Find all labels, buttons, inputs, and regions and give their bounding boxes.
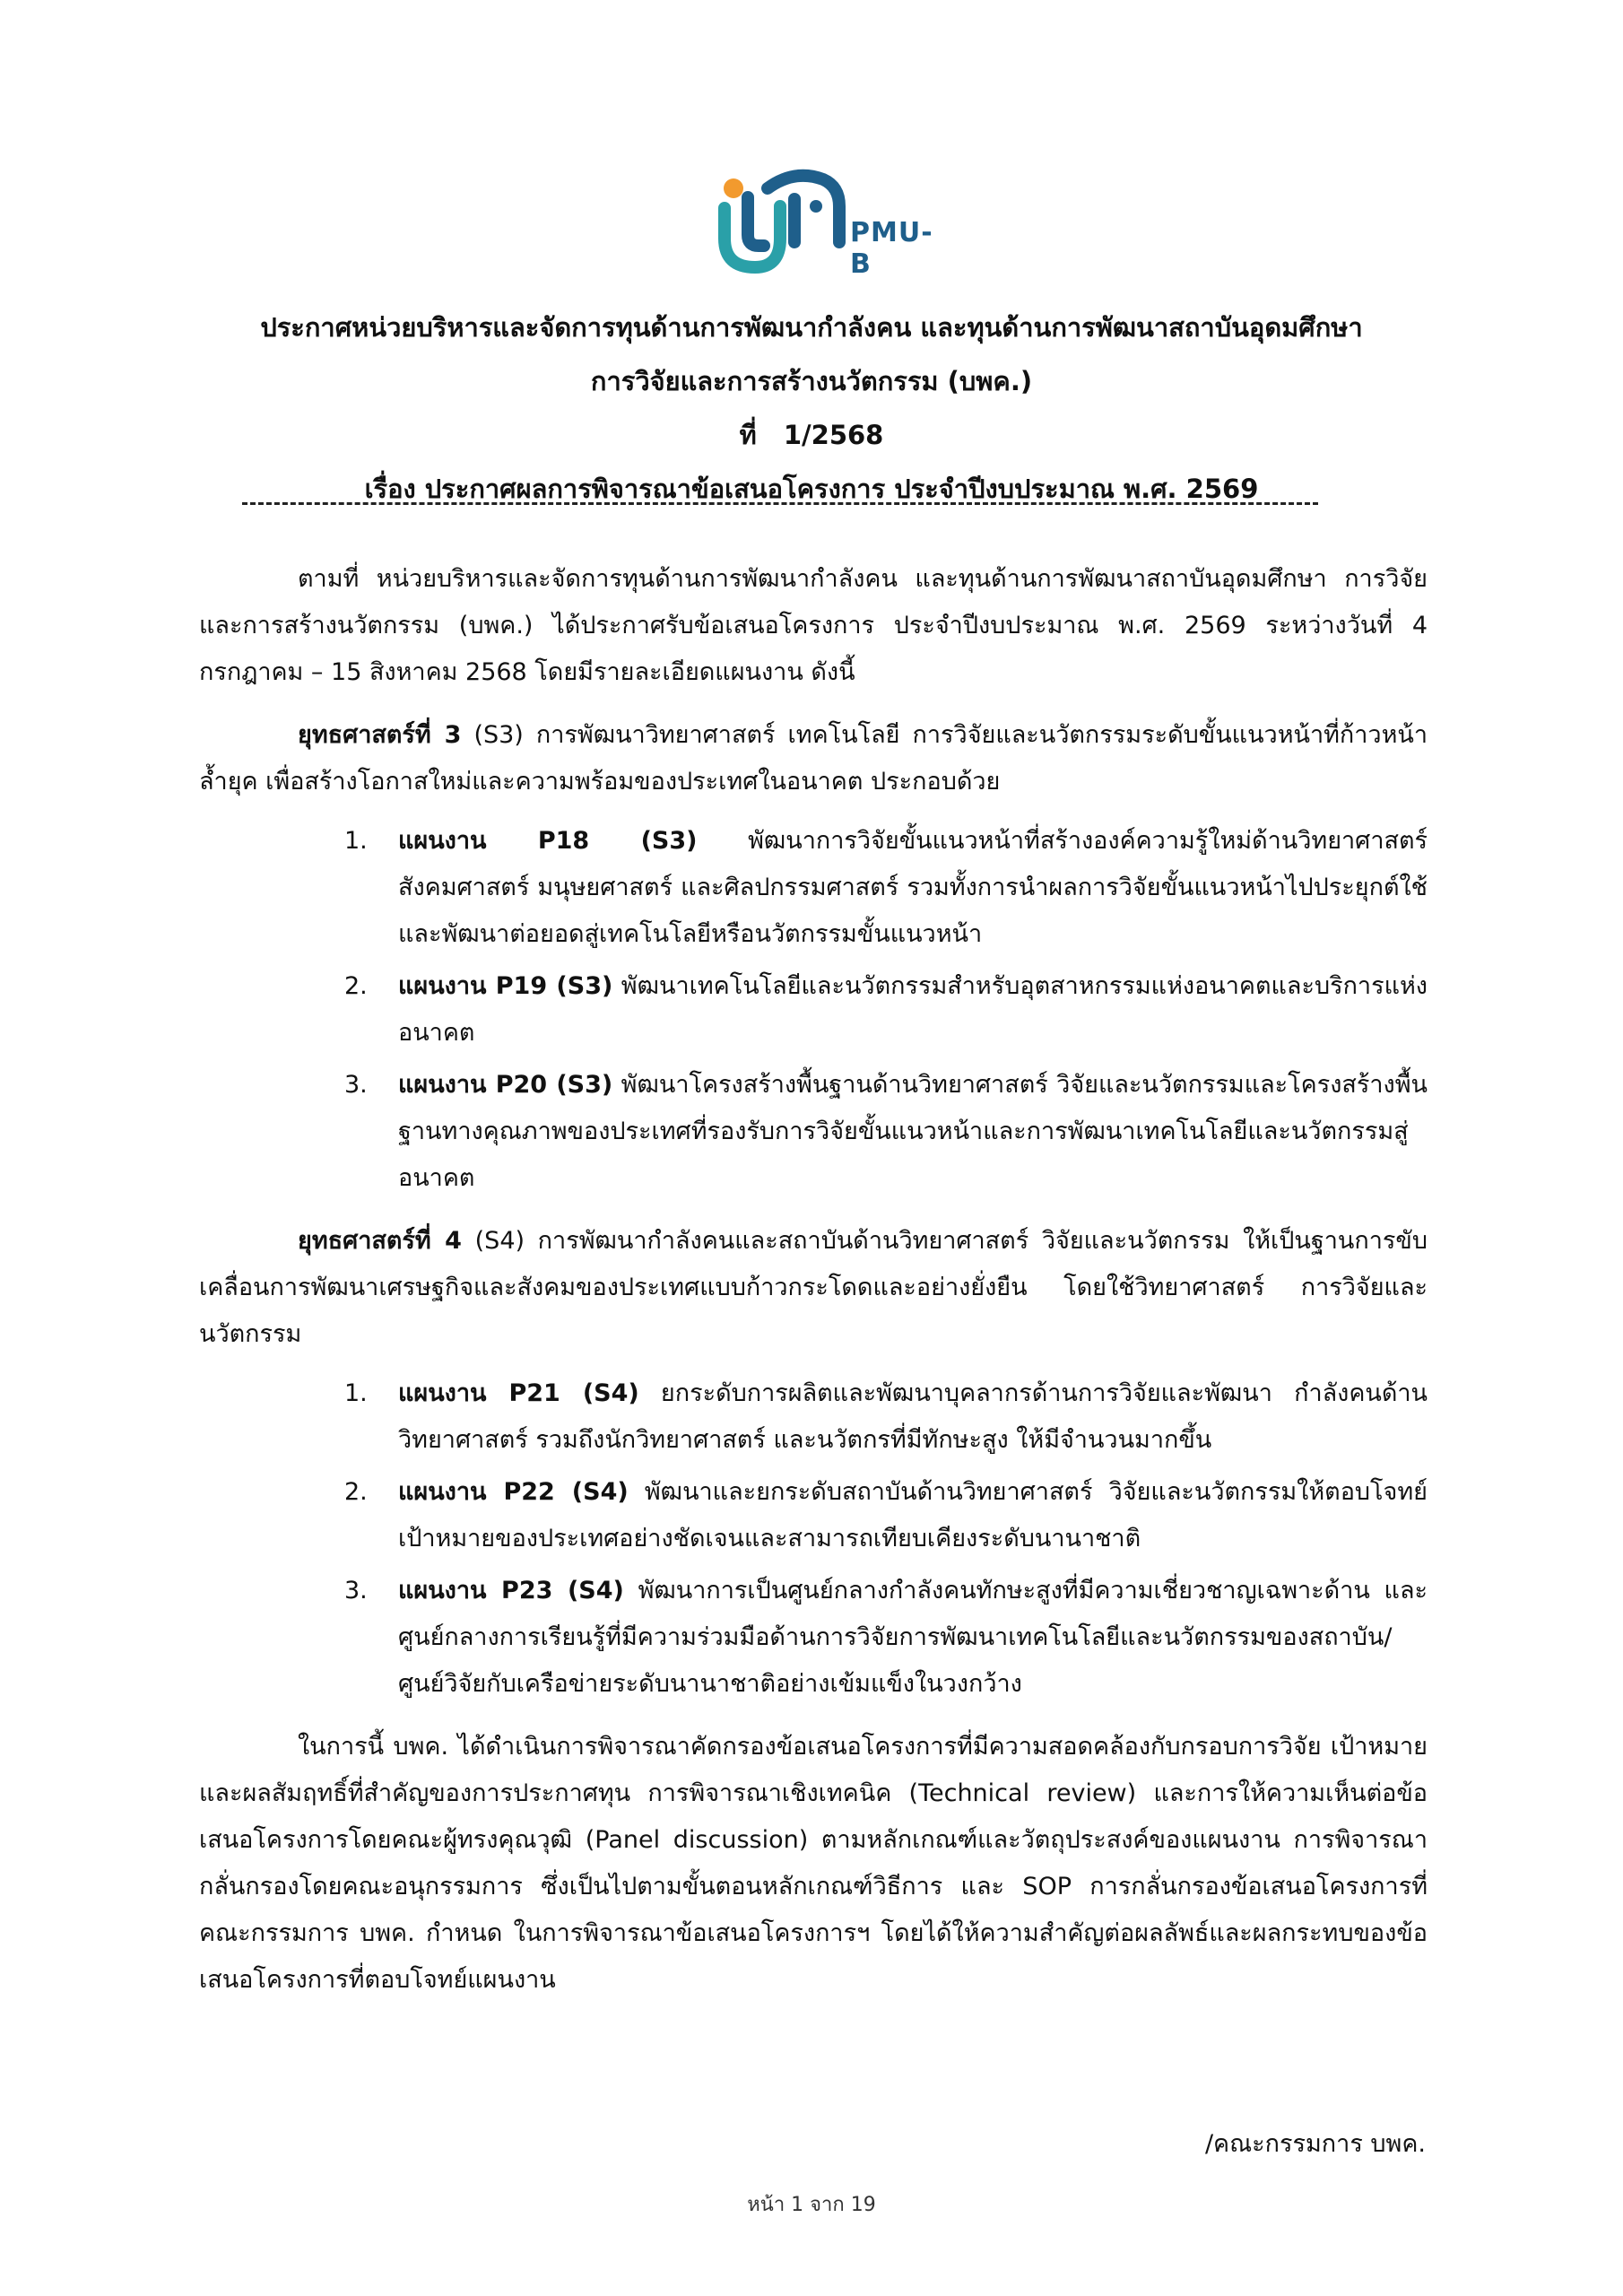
document-body [199, 556, 1428, 2004]
strategy-3-paragraph [199, 712, 1428, 805]
plan-label: แผนงาน P22 (S4) [398, 1478, 629, 1506]
plan-item [344, 818, 1428, 958]
plan-item [344, 1568, 1428, 1708]
strategy-4-label: ยุทธศาสตร์ที่ 4 [298, 1227, 462, 1255]
plan-number: 3. [344, 1071, 368, 1099]
plan-number: 1. [344, 827, 368, 855]
plan-text: ยกระดับการผลิตและพัฒนาบุคลากรด้านการวิจัยและพัฒนา กำลังคนด้านวิทยาศาสตร์ รวมถึงนักวิทยาศาสตร์ และนวัตกรที่มีทักษะสูง ให้มีจำนวนมากขึ้น [398, 1379, 1428, 1454]
closing-paragraph: ในการนี้ บพค. ได้ดำเนินการพิจารณาคัดกรองข้อเสนอโครงการที่มีความสอดคล้องกับกรอบการวิจัย เป้าหมาย และผลสัมฤทธิ์ที่สำคัญของการประกาศทุน การพิจารณาเชิงเทคนิค (Technical review) และการให้ความเห็นต่อข้อเสนอโครงการโดยคณะผู้ทรงคุณวุฒิ (Panel discussion) ตามหลักเกณฑ์และวัตถุประสงค์ของแผนงาน การพิจารณากลั่นกรองโดยคณะอนุกรรมการ ซึ่งเป็นไปตามขั้นตอนหลักเกณฑ์วิธีการ และ SOP การกลั่นกรองข้อเสนอโครงการที่คณะกรรมการ บพค. กำหนด ในการพิจารณาข้อเสนอโครงการฯ โดยได้ให้ความสำคัญต่อผลลัพธ์และผลกระทบของข้อเสนอโครงการที่ตอบโจทย์แผนงาน [199, 1733, 1428, 1994]
number-value: 1/2568 [783, 420, 884, 450]
plan-number: 1. [344, 1379, 368, 1407]
number-label: ที่ [739, 420, 757, 450]
header-title-line-2: การวิจัยและการสร้างนวัตกรรม (บพค.) [590, 366, 1033, 396]
plan-text: พัฒนาการวิจัยขั้นแนวหน้าที่สร้างองค์ความรู้ใหม่ด้านวิทยาศาสตร์ สังคมศาสตร์ มนุษยศาสตร์ และศิลปกรรมศาสตร์ รวมทั้งการนำผลการวิจัยขั้นแนวหน้าไปประยุกต์ใช้และพัฒนาต่อยอดสู่เทคโนโลยีหรือนวัตกรรมขั้นแนวหน้า [398, 827, 1428, 948]
plan-number: 3. [344, 1577, 368, 1605]
strategy-4-paragraph [199, 1218, 1428, 1358]
plan-item [344, 963, 1428, 1057]
header-title-line-1: ประกาศหน่วยบริหารและจัดการทุนด้านการพัฒนากำลังคน และทุนด้านการพัฒนาสถาบันอุดมศึกษา [260, 312, 1363, 343]
strategy-3-label: ยุทธศาสตร์ที่ 3 [298, 721, 462, 749]
strategy-4-text: (S4) การพัฒนากำลังคนและสถาบันด้านวิทยาศาสตร์ วิจัยและนวัตกรรม ให้เป็นฐานการขับเคลื่อนการพัฒนาเศรษฐกิจและสังคมของประเทศแบบก้าวกระโดดและอย่างยั่งยืน โดยใช้วิทยาศาสตร์ การวิจัยและนวัตกรรม [199, 1227, 1428, 1348]
plan-label: แผนงาน P21 (S4) [398, 1379, 639, 1407]
plan-item [344, 1469, 1428, 1562]
plan-text: พัฒนาการเป็นศูนย์กลางกำลังคนทักษะสูงที่มีความเชี่ยวชาญเฉพาะด้าน และศูนย์กลางการเรียนรู้ที่มีความร่วมมือด้านการวิจัยการพัฒนาเทคโนโลยีและนวัตกรรมของสถาบัน/ศูนย์วิจัยกับเครือข่ายระดับนานาชาติอย่างเข้มแข็งในวงกว้าง [398, 1577, 1428, 1698]
plan-text: พัฒนาโครงสร้างพื้นฐานด้านวิทยาศาสตร์ วิจัยและนวัตกรรมและโครงสร้างพื้นฐานทางคุณภาพของประเทศที่รองรับการวิจัยขั้นแนวหน้าและการพัฒนาเทคโนโลยีและนวัตกรรมสู่อนาคต [398, 1071, 1428, 1192]
strategy-3-plan-list [199, 818, 1428, 1202]
page-number-footer: หน้า 1 จาก 19 [747, 2194, 876, 2216]
continuation-signoff: /คณะกรรมการ บพค. [1204, 2130, 1426, 2158]
strategy-3-text: (S3) การพัฒนาวิทยาศาสตร์ เทคโนโลยี การวิจัยและนวัตกรรมระดับขั้นแนวหน้าที่ก้าวหน้าล้ำยุค เพื่อสร้างโอกาสใหม่และความพร้อมของประเทศในอนาคต ประกอบด้วย [199, 721, 1428, 796]
plan-item [344, 1370, 1428, 1464]
pmub-logo-icon [708, 152, 852, 278]
announcement-subject: เรื่อง ประกาศผลการพิจารณาข้อเสนอโครงการ ประจำปีงบประมาณ พ.ศ. 2569 [364, 474, 1259, 504]
plan-text: พัฒนาและยกระดับสถาบันด้านวิทยาศาสตร์ วิจัยและนวัตกรรมให้ตอบโจทย์เป้าหมายของประเทศอย่างชัดเจนและสามารถเทียบเคียงระดับนานาชาติ [398, 1478, 1428, 1552]
plan-number: 2. [344, 1478, 368, 1506]
intro-paragraph: ตามที่ หน่วยบริหารและจัดการทุนด้านการพัฒนากำลังคน และทุนด้านการพัฒนาสถาบันอุดมศึกษา การวิจัยและการสร้างนวัตกรรม (บพค.) ได้ประกาศรับข้อเสนอโครงการ ประจำปีงบประมาณ พ.ศ. 2569 ระหว่างวันที่ 4 กรกฎาคม – 15 สิงหาคม 2568 โดยมีรายละเอียดแผนงาน ดังนี้ [199, 565, 1428, 686]
plan-number: 2. [344, 972, 368, 1000]
plan-label: แผนงาน P19 (S3) [398, 972, 613, 1000]
plan-label: แผนงาน P18 (S3) [398, 827, 698, 855]
separator-dashes [242, 502, 1318, 508]
logo-text: PMU-B [850, 217, 933, 280]
plan-text: พัฒนาเทคโนโลยีและนวัตกรรมสำหรับอุตสาหกรรมแห่งอนาคตและบริการแห่งอนาคต [398, 972, 1428, 1047]
announcement-header [108, 300, 1515, 516]
announcement-number [108, 408, 1515, 462]
plan-item [344, 1062, 1428, 1202]
plan-label: แผนงาน P20 (S3) [398, 1071, 613, 1099]
pmub-logo [708, 152, 942, 278]
strategy-4-plan-list [199, 1370, 1428, 1708]
plan-label: แผนงาน P23 (S4) [398, 1577, 624, 1605]
